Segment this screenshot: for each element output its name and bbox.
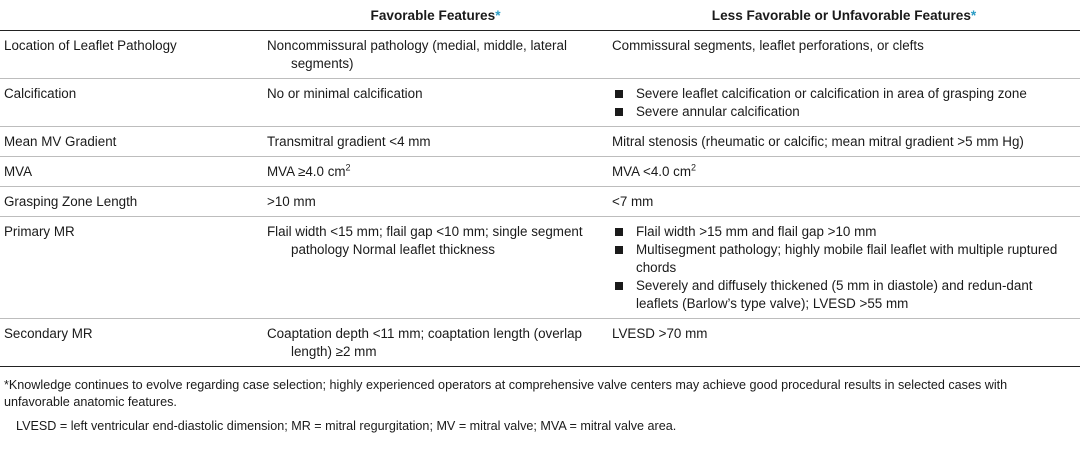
header-col-feature: [0, 0, 263, 31]
favorable-text: No or minimal calcification: [267, 86, 423, 101]
favorable-text: MVA ≥4.0 cm: [267, 164, 346, 179]
table-row: [0, 79, 1080, 127]
unfavorable-cell: [608, 157, 1080, 187]
row-label: Primary MR: [0, 217, 263, 319]
list-item: Severely and diffusely thickened (5 mm in diastole) and redun-dant leaflets (Barlow’s type valve); LVESD >55 mm: [612, 277, 1076, 313]
row-label: Location of Leaflet Pathology: [0, 31, 263, 79]
abbreviations-footnote: LVESD = left ventricular end-diastolic dimension; MR = mitral regurgitation; MV = mitral valve; MVA = mitral valve area.: [16, 419, 677, 433]
square-bullet-icon: [615, 246, 623, 254]
favorable-text: Flail width <15 mm; flail gap <10 mm; single segment pathology Normal leaflet thickness: [267, 224, 583, 257]
unfavorable-text: Mitral stenosis (rheumatic or calcific; mean mitral gradient >5 mm Hg): [612, 134, 1024, 149]
favorable-text: Coaptation depth <11 mm; coaptation length (overlap length) ≥2 mm: [267, 326, 583, 359]
header-unfavorable-label: Less Favorable or Unfavorable Features: [711, 8, 971, 23]
favorable-cell: [263, 127, 608, 157]
header-favorable-label: Favorable Features: [370, 8, 496, 23]
favorable-cell: [263, 31, 608, 79]
unfavorable-text: <7 mm: [612, 194, 654, 209]
row-label: MVA: [0, 157, 263, 187]
table-row: [0, 187, 1080, 217]
row-label: Calcification: [0, 79, 263, 127]
favorable-text: Noncommissural pathology (medial, middle, lateral segments): [267, 38, 567, 71]
footnote-asterisk: *: [495, 8, 501, 23]
header-row: [0, 0, 1080, 31]
unfavorable-cell: [608, 319, 1080, 367]
unfavorable-text: Commissural segments, leaflet perforations, or clefts: [612, 38, 924, 53]
square-bullet-icon: [615, 108, 623, 116]
unfavorable-text: LVESD >70 mm: [612, 326, 708, 341]
footnote-asterisk: *: [970, 8, 977, 23]
unfavorable-list: [612, 223, 1076, 313]
list-item: Severe leaflet calcification or calcification in area of grasping zone: [612, 85, 1076, 103]
table-row: [0, 31, 1080, 79]
favorable-cell: [263, 217, 608, 319]
list-item: Flail width >15 mm and flail gap >10 mm: [612, 223, 1076, 241]
square-bullet-icon: [615, 228, 623, 236]
header-col-favorable: [263, 0, 608, 31]
table-body: [0, 31, 1080, 367]
row-label: Grasping Zone Length: [0, 187, 263, 217]
favorable-text: Transmitral gradient <4 mm: [267, 134, 431, 149]
unfavorable-text: MVA <4.0 cm: [612, 164, 692, 179]
unfavorable-cell: [608, 217, 1080, 319]
favorable-cell: [263, 79, 608, 127]
table-row: [0, 157, 1080, 187]
list-item: Multisegment pathology; highly mobile flail leaflet with multiple ruptured chords: [612, 241, 1076, 277]
header-col-unfavorable: [608, 0, 1080, 31]
superscript: 2: [691, 162, 697, 173]
row-label: Secondary MR: [0, 319, 263, 367]
asterisk-footnote: *Knowledge continues to evolve regarding case selection; highly experienced operators at comprehensive valve centers may achieve good procedural results in selected cases with unfavorable anatomic features.: [4, 378, 1008, 409]
table-row: [0, 319, 1080, 367]
favorable-cell: [263, 157, 608, 187]
favorable-cell: [263, 187, 608, 217]
unfavorable-cell: [608, 31, 1080, 79]
square-bullet-icon: [615, 282, 623, 290]
superscript: 2: [345, 162, 351, 173]
table-footnotes: [0, 367, 1080, 435]
favorable-cell: [263, 319, 608, 367]
table-row: [0, 217, 1080, 319]
unfavorable-list: [612, 85, 1076, 121]
square-bullet-icon: [615, 90, 623, 98]
unfavorable-cell: [608, 127, 1080, 157]
table-row: [0, 127, 1080, 157]
unfavorable-cell: [608, 187, 1080, 217]
list-item: Severe annular calcification: [612, 103, 1076, 121]
row-label: Mean MV Gradient: [0, 127, 263, 157]
table-header: [0, 0, 1080, 31]
favorable-text: >10 mm: [267, 194, 316, 209]
unfavorable-cell: [608, 79, 1080, 127]
